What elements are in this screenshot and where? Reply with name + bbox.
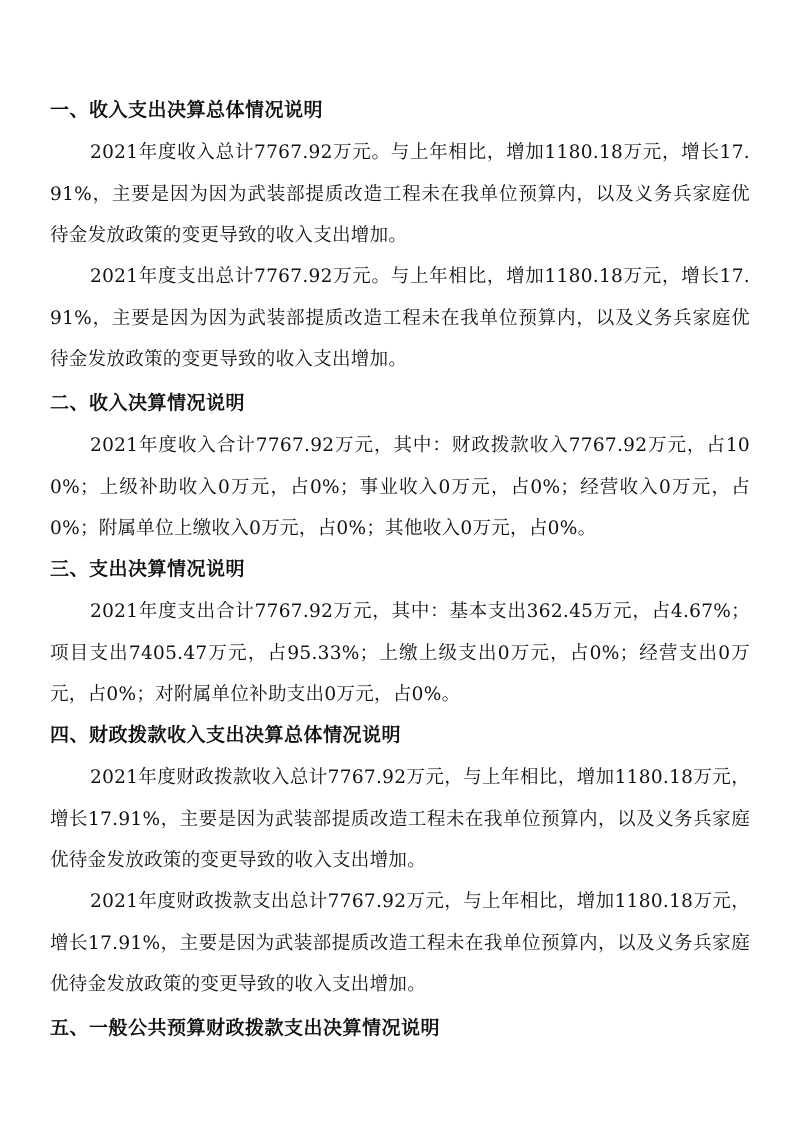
section-heading-2: 二、收入决算情况说明 [50, 392, 246, 414]
section-heading-5: 五、一般公共预算财政拨款支出决算情况说明 [50, 1017, 441, 1039]
paragraph-income-breakdown: 2021年度收入合计7767.92万元，其中：财政拨款收入7767.92万元，占100%；上级补助收入0万元，占0%；事业收入0万元，占0%；经营收入0万元，占0%；附属单位上缴收入0万元，占0%；其他收入0万元，占0%。 [50, 435, 750, 539]
paragraph-fiscal-expense-total: 2021年度财政拨款支出总计7767.92万元，与上年相比，增加1180.18万元，增长17.91%，主要是因为武装部提质改造工程未在我单位预算内，以及义务兵家庭优待金发放政策的变更导致的收入支出增加。 [50, 891, 750, 995]
section-heading-1: 一、收入支出决算总体情况说明 [50, 99, 324, 121]
paragraph-expense-total: 2021年度支出总计7767.92万元。与上年相比，增加1180.18万元，增长17.91%，主要是因为因为武装部提质改造工程未在我单位预算内，以及义务兵家庭优待金发放政策的变更导致的收入支出增加。 [50, 266, 750, 370]
section-heading-3: 三、支出决算情况说明 [50, 558, 246, 580]
paragraph-fiscal-income-total: 2021年度财政拨款收入总计7767.92万元，与上年相比，增加1180.18万元，增长17.91%，主要是因为武装部提质改造工程未在我单位预算内，以及义务兵家庭优待金发放政策的变更导致的收入支出增加。 [50, 767, 750, 871]
paragraph-expense-breakdown: 2021年度支出合计7767.92万元，其中：基本支出362.45万元，占4.67%；项目支出7405.47万元，占95.33%；上缴上级支出0万元，占0%；经营支出0万元，占0%；对附属单位补助支出0万元，占0%。 [50, 601, 750, 705]
paragraph-income-total: 2021年度收入总计7767.92万元。与上年相比，增加1180.18万元，增长17.91%，主要是因为因为武装部提质改造工程未在我单位预算内，以及义务兵家庭优待金发放政策的变更导致的收入支出增加。 [50, 142, 750, 246]
section-heading-4: 四、财政拨款收入支出决算总体情况说明 [50, 724, 402, 746]
